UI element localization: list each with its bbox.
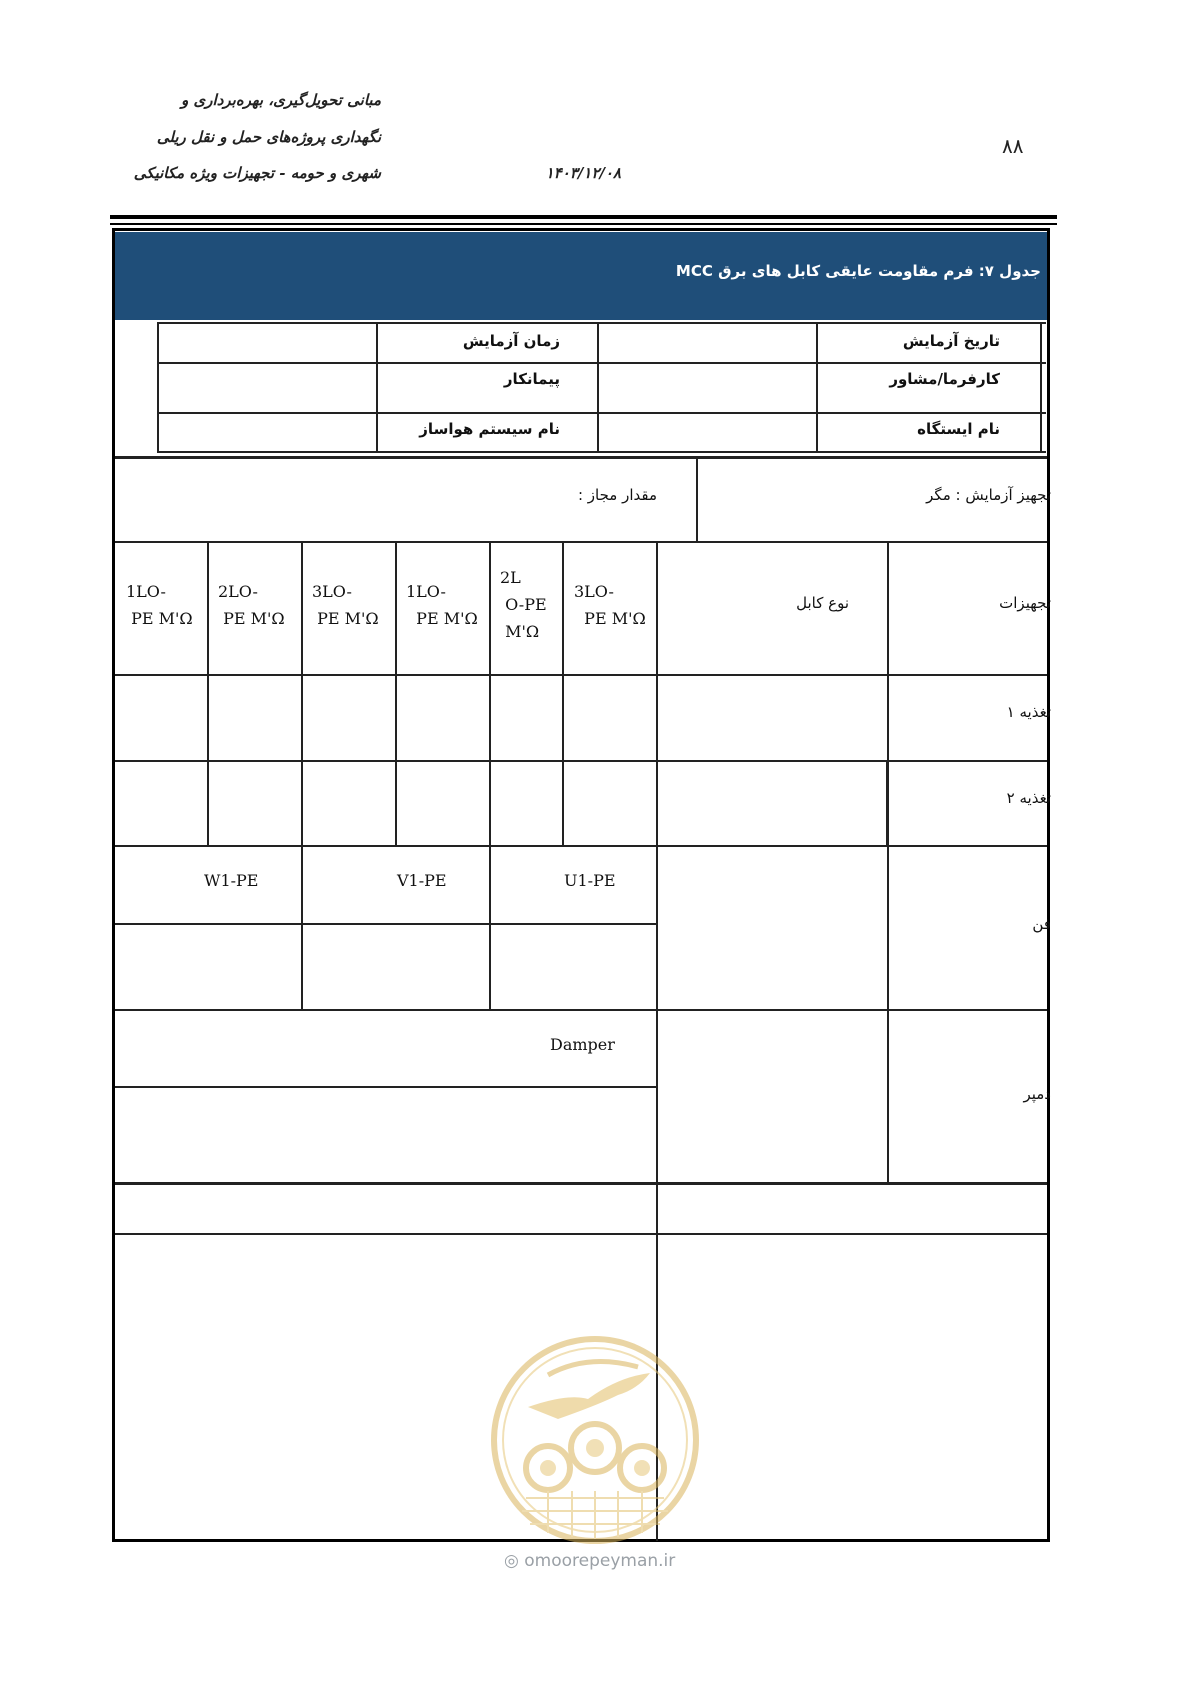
col-2lo-pe-header-b: 2LO- PE M'Ω: [218, 582, 285, 628]
equipment-column-header: تجهیزات: [999, 594, 1051, 612]
page-number: ۸۸: [1002, 134, 1024, 158]
omoorepeyman-seal-logo: [488, 1333, 702, 1547]
info-grid-vline: [1040, 322, 1042, 452]
allowed-value-label: مقدار مجاز :: [577, 486, 657, 504]
header-line-3: شهری و حومه - تجهیزات ویژه مکانیکی: [133, 164, 381, 182]
header-rule-thin: [110, 223, 1057, 225]
fan-v1-pe-label: V1-PE: [397, 871, 447, 890]
header-line-2: نگهداری پروژه‌های حمل و نقل ریلی: [156, 128, 381, 146]
col-1lo-pe-header: 1LO- PE M'Ω: [406, 582, 478, 628]
grid-vline-thick: [886, 760, 889, 846]
info-grid-top: [157, 322, 1046, 324]
header-date: ۱۴۰۳/۱۲/۰۸: [545, 164, 621, 182]
feed-2-label: تغذیه ۲: [1006, 789, 1051, 807]
grid-line: [115, 1233, 1047, 1235]
grid-line: [115, 1009, 1047, 1011]
header-line-1: مبانی تحویل‌گیری، بهره‌برداری و: [181, 91, 381, 109]
table-title: جدول ۷: فرم مقاومت عایقی کابل های برق MCC: [675, 262, 1041, 280]
fan-w1-pe-label: W1-PE: [204, 871, 259, 890]
grid-line: [115, 674, 1047, 676]
header-rule-thick: [110, 215, 1057, 219]
employer-label: کارفرما/مشاور: [889, 370, 1000, 388]
damper-label: Damper: [550, 1035, 615, 1054]
grid-vline: [395, 541, 397, 846]
col-2lo-pe-header: 2L O-PE M'Ω: [500, 568, 547, 641]
info-grid-line: [157, 362, 1046, 364]
grid-line: [115, 456, 1047, 459]
ahu-name-label: نام سیستم هواساز: [419, 420, 560, 438]
grid-vline: [562, 541, 564, 846]
watermark-url: ◎ omoorepeyman.ir: [504, 1551, 676, 1571]
info-grid-vline: [597, 322, 599, 452]
watermark-url-text: omoorepeyman.ir: [524, 1551, 676, 1571]
info-grid-vline: [157, 322, 159, 452]
station-label: نام ایستگاه: [917, 420, 1000, 438]
grid-line: [115, 541, 1047, 543]
test-date-label: تاریخ آزمایش: [902, 332, 1000, 350]
grid-vline: [887, 541, 889, 1184]
test-equipment-label: تجهیز آزمایش : مگر: [926, 486, 1051, 504]
test-time-label: زمان آزمایش: [462, 332, 560, 350]
info-grid-vline: [816, 322, 818, 452]
grid-vline: [207, 541, 209, 846]
col-3lo-pe-header: 3LO- PE M'Ω: [574, 582, 646, 628]
grid-vline: [301, 541, 303, 1010]
info-grid-line: [157, 412, 1046, 414]
contractor-label: پیمانکار: [503, 370, 560, 388]
grid-line: [115, 1086, 657, 1088]
damper-row-label: دمپر: [1023, 1085, 1051, 1103]
grid-line: [115, 923, 657, 925]
grid-vline: [696, 456, 698, 542]
grid-line: [115, 845, 1047, 847]
grid-vline: [489, 541, 491, 1010]
col-1lo-pe-header-b: 1LO- PE M'Ω: [126, 582, 193, 628]
feed-1-label: تغذیه ۱: [1006, 703, 1051, 721]
grid-line: [115, 760, 1047, 762]
grid-line: [115, 1182, 1047, 1185]
col-3lo-pe-header-b: 3LO- PE M'Ω: [312, 582, 379, 628]
info-grid-bottom: [157, 451, 1046, 453]
fan-u1-pe-label: U1-PE: [564, 871, 616, 890]
cable-type-column-header: نوع کابل: [796, 594, 849, 612]
fan-label: فن: [1032, 915, 1051, 933]
info-grid-vline: [376, 322, 378, 452]
